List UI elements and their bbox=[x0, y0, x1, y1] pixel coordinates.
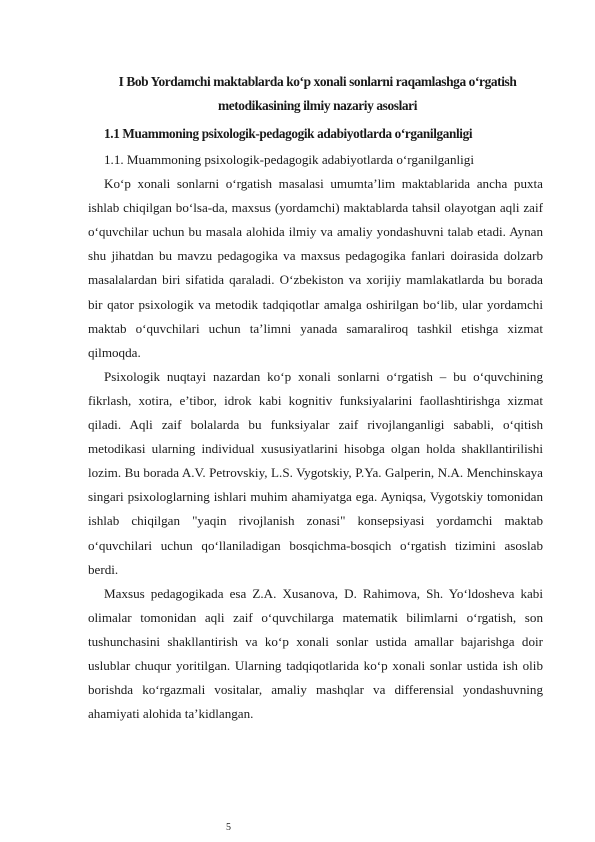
subtitle-line: 1.1. Muammoning psixologik-pedagogik adabiyotlarda o‘rganilganligi bbox=[104, 152, 474, 167]
section-title: 1.1 Muammoning psixologik-pedagogik adabiyotlarda o‘rganilganligi bbox=[104, 126, 473, 141]
paragraph: Ko‘p xonali sonlarni o‘rgatish masalasi umumta’lim maktablarida ancha puxta ishlab chiqilgan bo‘lsa-da, maxsus (yordamchi) maktablarda tahsil olayotgan aqli zaif o‘quvchilar uchun bu masala alohida ilmiy va amaliy yondashuvni talab etadi. Aynan shu jihatdan bu mavzu pedagogika va maxsus pedagogika fanlari doirasida dolzarb masalalardan biri sifatida qaraladi. O‘zbekiston va xorijiy mamlakatlarda bu borada bir qator psixologik va metodik tadqiqotlar amalga oshirilgan bo‘lib, ular yordamchi maktab o‘quvchilari uchun ta’limni yanada samaraliroq tashkil etishga xizmat qilmoqda. bbox=[88, 176, 543, 360]
body-text bbox=[88, 148, 543, 726]
paragraph: Maxsus pedagogikada esa Z.A. Xusanova, D. Rahimova, Sh. Yo‘ldosheva kabi olimalar tomonidan aqli zaif o‘quvchilarga matematik bilimlarni o‘rgatish, son tushunchasini shakllantirish va ko‘p xonali sonlar ustida amallar bajarishga doir uslublar chuqur yoritilgan. Ularning tadqiqotlarida ko‘p xonali sonlar ustida ish olib borishda ko‘rgazmali vositalar, amaliy mashqlar va differensial yondashuvning ahamiyati alohida ta’kidlangan. bbox=[88, 585, 543, 722]
chapter-title: I Bob Yordamchi maktablarda ko‘p xonali sonlarni raqamlashga o‘rgatish metodikasining ilmiy nazariy asoslari bbox=[118, 74, 517, 113]
page-number: 5 bbox=[226, 822, 231, 833]
paragraph: Psixologik nuqtayi nazardan ko‘p xonali sonlarni o‘rgatish – bu o‘quvchining fikrlash, xotira, e’tibor, idrok kabi kognitiv funksiyalarini faollashtirishga xizmat qiladi. Aqli zaif bolalarda bu funksiyalar zaif rivojlanganligi sababli, o‘qitish metodikasi ularning individual xususiyatlarini hisobga olgan holda shakllantirilishi lozim. Bu borada A.V. Petrovskiy, L.S. Vygotskiy, P.Ya. Galperin, N.A. Menchinskaya singari psixologlarning ishlari muhim ahamiyatga ega. Ayniqsa, Vygotskiy tomonidan ishlab chiqilgan "yaqin rivojlanish zonasi" konsepsiyasi yordamchi maktab o‘quvchilari uchun qo‘llaniladigan bosqichma-bosqich o‘rgatish tizimini asoslab berdi. bbox=[88, 368, 543, 577]
